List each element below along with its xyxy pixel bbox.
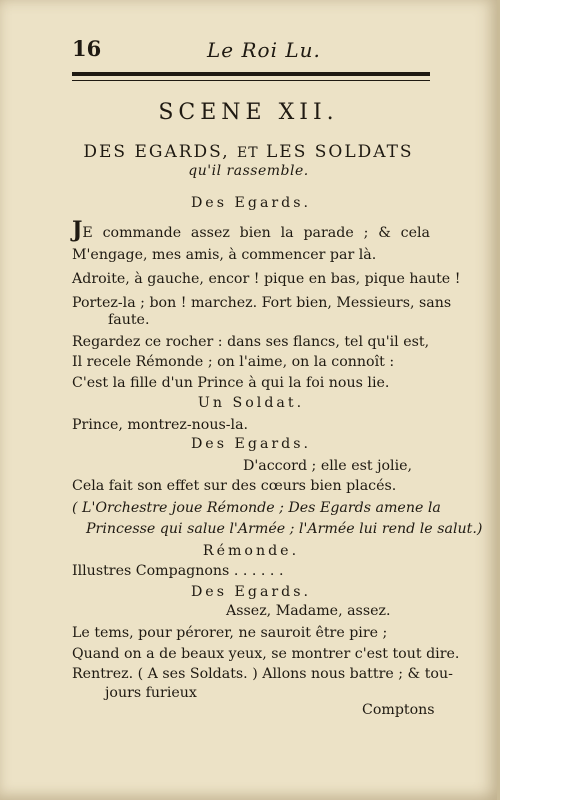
verse-line-text: E commande assez bien la parade ; & cela xyxy=(82,225,430,241)
verse-line-continuation: faute. xyxy=(108,312,150,328)
subtitle-conjunction: ET xyxy=(237,145,259,161)
verse-line: Rentrez. ( A ses Soldats. ) Allons nous battre ; & tou- xyxy=(72,666,453,682)
header-rule-thin xyxy=(72,80,430,81)
subtitle-part2: LES SOLDATS xyxy=(266,142,414,162)
scene-subtitle xyxy=(0,142,497,162)
speaker-name: Rémonde. xyxy=(202,543,300,559)
scene-title: SCENE XII. xyxy=(158,100,339,125)
verse-line: Adroite, à gauche, encor ! pique en bas, pique haute ! xyxy=(72,271,461,287)
verse-line: Portez-la ; bon ! marchez. Fort bien, Messieurs, sans xyxy=(72,295,452,311)
page-header xyxy=(72,36,437,64)
verse-line: Assez, Madame, assez. xyxy=(226,603,391,619)
subtitle-part1: DES EGARDS, xyxy=(83,142,230,162)
verse-line: D'accord ; elle est jolie, xyxy=(243,458,413,474)
verse-line: Regardez ce rocher : dans ses flancs, tel qu'il est, xyxy=(72,334,430,350)
drop-cap: J xyxy=(72,217,83,243)
running-title: Le Roi Lu. xyxy=(207,38,321,62)
verse-line: Illustres Compagnons . . . . . . xyxy=(72,563,284,579)
stage-direction: Princesse qui salue l'Armée ; l'Armée lui rend le salut.) xyxy=(86,521,483,537)
verse-line: Le tems, pour pérorer, ne sauroit être pire ; xyxy=(72,625,388,641)
speaker-name: Des Egards. xyxy=(190,195,312,211)
stage-direction: ( L'Orchestre joue Rémonde ; Des Egards amene la xyxy=(72,500,441,516)
verse-line: Cela fait son effet sur des cœurs bien placés. xyxy=(72,478,397,494)
verse-line: M'engage, mes amis, à commencer par là. xyxy=(72,247,377,263)
speaker-name: Des Egards. xyxy=(190,436,312,452)
verse-line-continuation: jours furieux xyxy=(105,685,197,701)
scene-subtitle-line2: qu'il rassemble. xyxy=(188,163,309,179)
header-rule-thick xyxy=(72,72,430,76)
page-number: 16 xyxy=(72,36,102,61)
verse-line: Il recele Rémonde ; on l'aime, on la connoît : xyxy=(72,354,395,370)
verse-line xyxy=(72,217,430,243)
verse-line: C'est la fille d'un Prince à qui la foi nous lie. xyxy=(72,375,390,391)
page-edge xyxy=(497,0,500,800)
speaker-name: Des Egards. xyxy=(190,584,312,600)
catchword: Comptons xyxy=(362,702,435,718)
verse-line: Prince, montrez-nous-la. xyxy=(72,417,249,433)
verse-line: Quand on a de beaux yeux, se montrer c'est tout dire. xyxy=(72,646,460,662)
speaker-name: Un Soldat. xyxy=(197,395,305,411)
